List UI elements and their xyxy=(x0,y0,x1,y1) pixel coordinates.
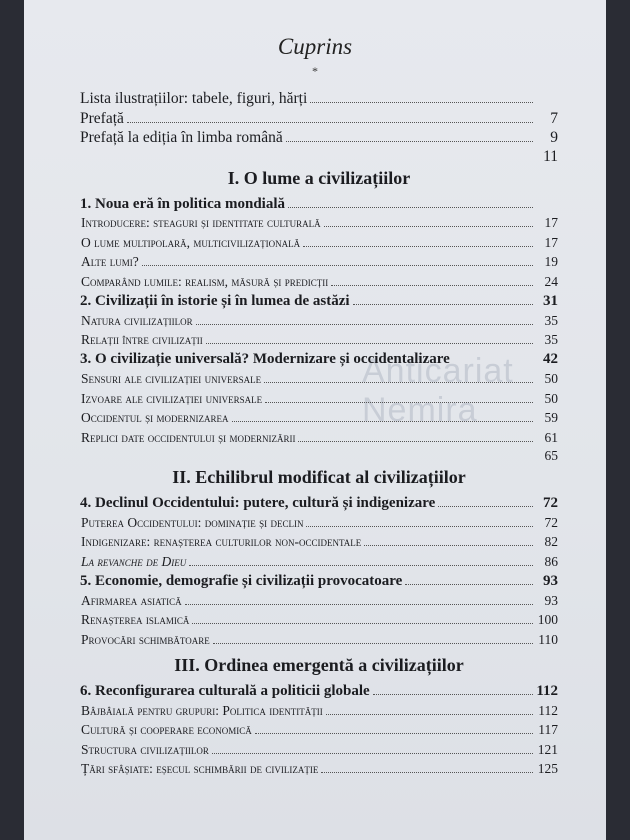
leader-dots xyxy=(264,368,533,383)
section-page: 86 xyxy=(544,553,558,569)
section-label: Țări sfâșiate: eșecul schimbării de civilizație xyxy=(81,761,319,776)
section-label: Indigenizare: renașterea culturilor non-occidentale xyxy=(81,534,362,549)
toc-row xyxy=(80,88,558,108)
leader-dots xyxy=(212,739,533,754)
section-label: Alte lumi? xyxy=(81,254,139,269)
section-label: Replici date occidentului și modernizării xyxy=(81,429,296,445)
leader-dots xyxy=(303,232,533,247)
leader-dots xyxy=(185,590,533,605)
section-row xyxy=(80,407,558,427)
leader-dots xyxy=(310,88,533,103)
section-row xyxy=(80,551,558,571)
section-row xyxy=(80,271,558,291)
leader-dots xyxy=(192,609,533,624)
chapter-label: 3. O civilizație universală? Modernizare și occidentalizare xyxy=(80,350,450,367)
section-label: Sensuri ale civilizației universale xyxy=(81,371,262,386)
section-page: 35 xyxy=(544,312,558,328)
section-row xyxy=(80,446,558,463)
leader-dots xyxy=(288,193,533,208)
chapter-page: 93 xyxy=(543,573,558,589)
part-heading: III. Ordinea emergentă a civilizațiilor xyxy=(174,655,464,675)
toc-page: 9 xyxy=(550,129,558,146)
section-page: 19 xyxy=(544,254,558,269)
section-page: 93 xyxy=(544,592,558,608)
chapter-label: 1. Noua eră în politica mondială xyxy=(80,195,286,212)
leader-dots xyxy=(213,629,533,644)
toc-label: Prefață xyxy=(80,109,124,127)
leader-dots xyxy=(353,290,533,305)
section-row xyxy=(80,232,558,252)
leader-dots xyxy=(324,212,533,227)
section-row xyxy=(80,329,558,349)
section-label: Afirmarea asiatică xyxy=(81,592,182,608)
section-row xyxy=(80,700,558,720)
section-row xyxy=(80,388,558,408)
chapter-page: 42 xyxy=(543,350,558,367)
ornament-star: * xyxy=(312,64,318,78)
section-page: 121 xyxy=(537,741,558,757)
leader-dots xyxy=(206,329,533,344)
section-label: Structura civilizațiilor xyxy=(81,741,209,757)
section-row xyxy=(80,368,558,388)
section-row xyxy=(80,531,558,551)
section-label: O lume multipolară, multicivilizațională xyxy=(81,234,301,250)
section-row xyxy=(80,310,558,330)
section-page: 50 xyxy=(544,371,558,386)
section-page: 112 xyxy=(538,702,558,718)
leader-dots xyxy=(373,680,533,695)
section-row xyxy=(80,251,558,271)
chapter-row xyxy=(80,349,558,369)
leader-dots xyxy=(405,570,533,585)
section-row xyxy=(80,739,558,759)
leader-dots xyxy=(265,388,533,403)
section-label: Renașterea islamică xyxy=(81,612,190,627)
leader-dots xyxy=(83,147,533,161)
section-label: Puterea Occidentului: dominație și declin xyxy=(81,514,304,530)
toc-row xyxy=(80,108,558,128)
toc-row xyxy=(80,147,558,165)
section-label: Occidentul și modernizarea xyxy=(81,410,229,425)
leader-dots xyxy=(331,271,533,286)
leader-dots xyxy=(364,531,533,546)
leader-dots xyxy=(321,758,533,773)
chapter-label: 6. Reconfigurarea culturală a politicii globale xyxy=(80,683,370,699)
section-label: Introducere: steaguri și identitate culturală xyxy=(81,215,321,230)
part-heading: I. O lume a civilizațiilor xyxy=(227,167,411,188)
chapter-page: 112 xyxy=(536,683,558,699)
chapter-page: 72 xyxy=(543,495,558,511)
toc-row xyxy=(80,127,558,147)
leader-dots xyxy=(189,551,533,566)
chapter-row xyxy=(80,570,558,590)
leader-dots xyxy=(232,407,534,422)
section-label: Provocări schimbătoare xyxy=(81,631,210,647)
section-page: 24 xyxy=(544,273,558,289)
section-page: 110 xyxy=(538,631,558,647)
leader-dots xyxy=(127,108,533,123)
section-page: 61 xyxy=(544,429,558,445)
section-label: Cultură și cooperare economică xyxy=(81,722,252,737)
section-row xyxy=(80,427,558,447)
toc-page: 11 xyxy=(543,147,558,165)
section-page: 125 xyxy=(537,761,558,776)
leader-dots xyxy=(255,719,533,734)
section-label: Comparând lumile: realism, măsură și predicții xyxy=(81,273,329,289)
section-page: 17 xyxy=(544,234,558,250)
chapter-row xyxy=(80,680,558,700)
leader-dots xyxy=(326,700,533,715)
section-page: 35 xyxy=(544,332,558,347)
leader-dots xyxy=(306,512,533,527)
chapter-row xyxy=(80,193,558,213)
toc-page: 7 xyxy=(550,109,558,127)
section-page: 17 xyxy=(544,215,558,230)
section-row xyxy=(80,719,558,739)
section-row xyxy=(80,758,558,778)
chapter-row xyxy=(80,492,558,512)
leader-dots xyxy=(196,310,533,325)
leader-dots xyxy=(84,446,533,460)
section-page: 100 xyxy=(537,612,558,627)
chapter-label: 4. Declinul Occidentului: putere, cultură și indigenizare xyxy=(80,495,436,511)
leader-dots xyxy=(438,492,533,507)
leader-dots xyxy=(298,427,533,442)
chapter-row xyxy=(80,290,558,310)
section-row xyxy=(80,212,558,232)
section-label: La revanche de Dieu xyxy=(81,553,187,569)
section-label: Izvoare ale civilizației universale xyxy=(81,390,263,406)
book-page xyxy=(24,0,606,840)
section-page: 117 xyxy=(538,722,558,737)
section-row xyxy=(80,609,558,629)
chapter-label: 5. Economie, demografie și civilizații provocatoare xyxy=(80,573,403,589)
part-heading: II. Echilibrul modificat al civilizațiilor xyxy=(172,467,466,487)
chapter-page: 31 xyxy=(543,293,558,309)
chapter-label: 2. Civilizații în istorie și în lumea de astăzi xyxy=(80,293,350,309)
section-label: Natura civilizațiilor xyxy=(81,312,193,328)
section-page: 82 xyxy=(544,534,558,549)
table-of-contents xyxy=(80,88,558,778)
section-row xyxy=(80,629,558,649)
section-page: 59 xyxy=(544,410,558,425)
section-label: Bâjbâială pentru grupuri: Politica identității xyxy=(81,702,323,718)
leader-dots xyxy=(286,127,533,142)
toc-label: Lista ilustrațiilor: tabele, figuri, hărți xyxy=(80,90,308,107)
toc-label: Prefață la ediția în limba română xyxy=(80,129,283,146)
leader-dots xyxy=(453,349,533,363)
section-label: Relații între civilizații xyxy=(81,332,203,347)
section-page: 65 xyxy=(544,448,558,463)
section-page: 72 xyxy=(544,514,558,530)
section-row xyxy=(80,512,558,532)
section-page: 50 xyxy=(544,390,558,406)
leader-dots xyxy=(142,251,533,266)
page-title: Cuprins xyxy=(277,34,353,59)
section-row xyxy=(80,590,558,610)
watermark: Anticariat Nemira xyxy=(362,352,514,429)
